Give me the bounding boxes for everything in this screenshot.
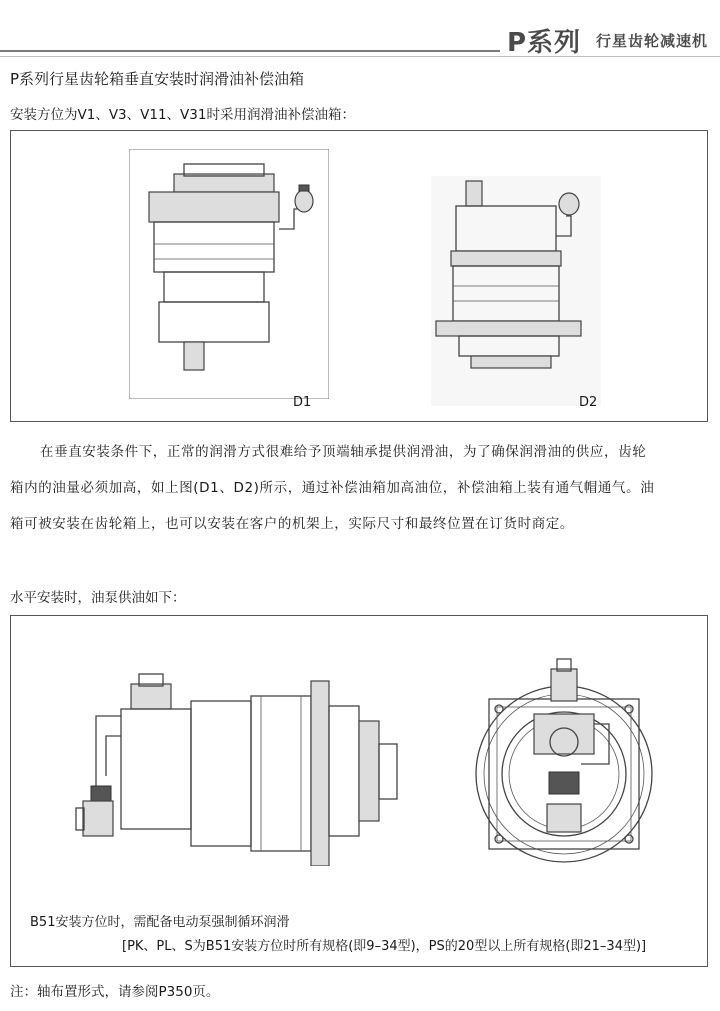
page-title: P系列行星齿轮箱垂直安装时润滑油补偿油箱 [10,70,305,88]
gearbox-d2-drawing [431,176,601,406]
figure-label-d2: D2 [579,395,598,410]
footnote: 注：轴布置形式，请参阅P350页。 [10,984,220,1000]
section1-intro: 安装方位为V1、V3、V11、V31时采用润滑油补偿油箱： [10,107,355,123]
gearbox-d1-drawing [129,149,329,399]
section2-intro: 水平安装时，油泵供油如下： [10,590,186,606]
paragraph-line: 箱可被安装在齿轮箱上，也可以安装在客户的机架上，实际尺寸和最终位置在订货时商定。 [10,516,574,532]
header-rule-thin [0,56,720,57]
horizontal-mount-figure-box [10,615,708,967]
vertical-mount-figure-box [10,130,708,422]
page-header [0,0,720,60]
pump-end-view-drawing [469,654,659,874]
series-subtitle: 行星齿轮减速机 [596,32,709,50]
series-title: P系列 [507,28,582,58]
paragraph-line: 箱内的油量必须加高，如上图(D1、D2)所示，通过补偿油箱加高油位，补偿油箱上装有通气帽通气。油 [10,480,655,496]
description-paragraph [10,434,710,542]
paragraph-line: 在垂直安装条件下，正常的润滑方式很难给予顶端轴承提供润滑油，为了确保润滑油的供应，齿轮 [40,444,647,460]
figure-caption-detail: [PK、PL、S为B51安装方位时所有规格(即9–34型)，PS的20型以上所有规格(即21–34型)] [122,939,647,954]
figure-label-d1: D1 [293,395,312,410]
pump-side-view-drawing [71,656,401,866]
figure-caption: B51安装方位时，需配备电动泵强制循环润滑 [30,915,290,930]
header-rule [0,50,500,52]
